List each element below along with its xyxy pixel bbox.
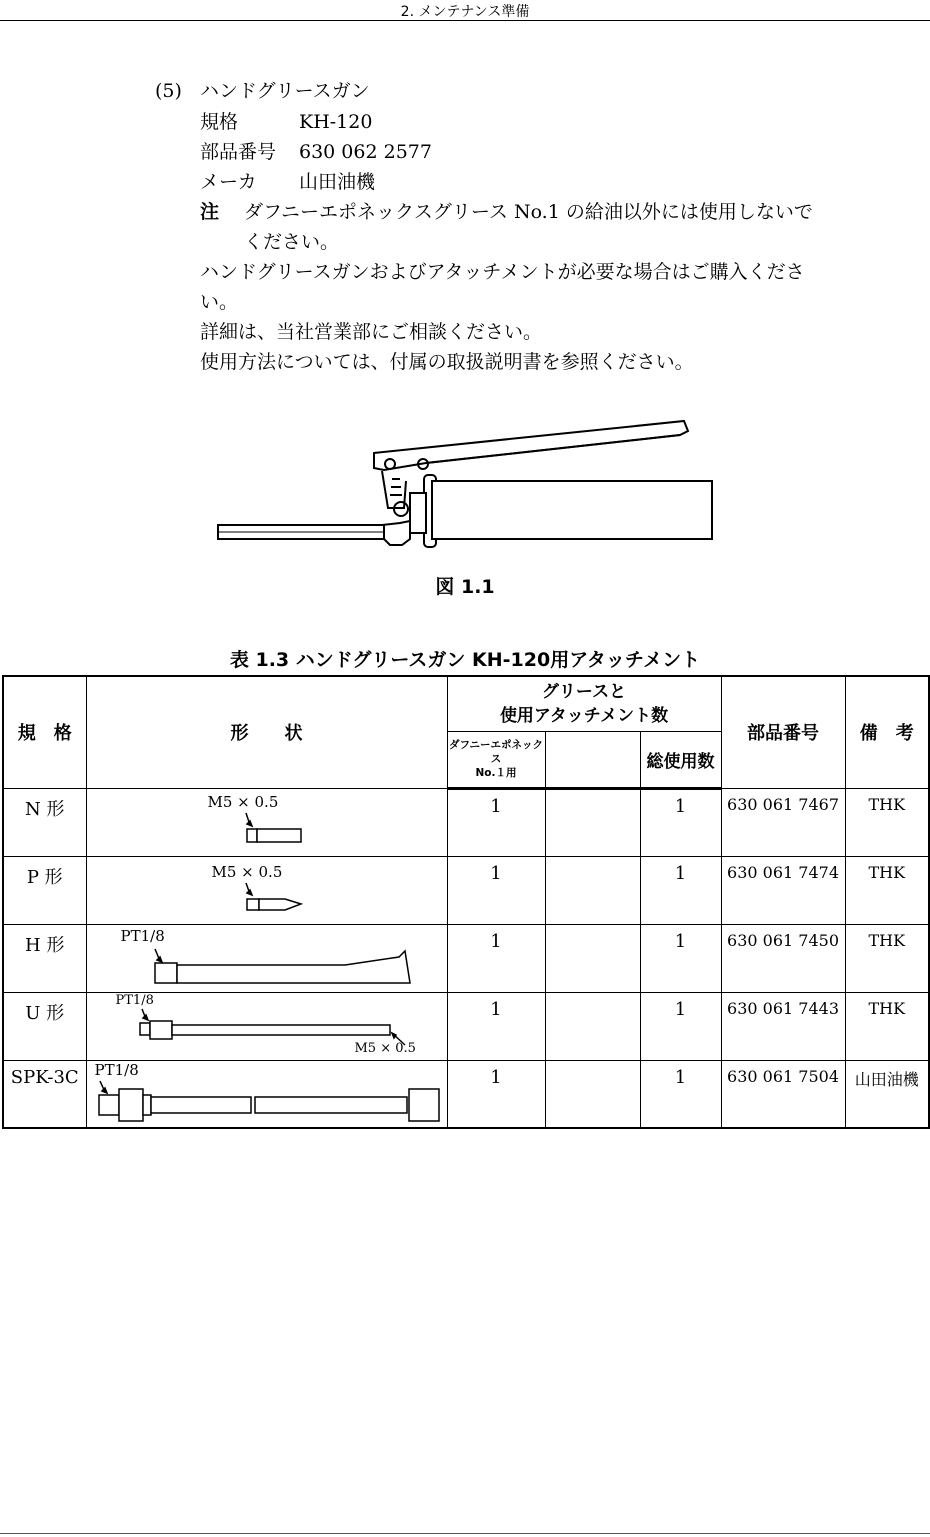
grease-gun-figure	[214, 413, 716, 553]
header-grease-no1	[447, 731, 545, 788]
header-group-line2: 使用アタッチメント数	[499, 705, 669, 726]
table-caption: 表 1.3 ハンドグリースガン KH-120用アタッチメント	[229, 649, 701, 671]
row-qty-blank	[545, 788, 640, 856]
header-group	[447, 676, 721, 731]
row-qty-no1: 1	[447, 992, 545, 1060]
section-heading: ハンドグリースガン	[200, 80, 370, 102]
header-part: 部品番号	[721, 676, 845, 788]
row-shape	[86, 1060, 447, 1128]
row-qty-blank	[545, 856, 640, 924]
attachment-table	[2, 675, 930, 1129]
table-row	[3, 992, 929, 1060]
note-line-1: ダフニーエポネックスグリース No.1 の給油以外には使用しないで	[244, 201, 813, 223]
header-note: 備 考	[845, 676, 929, 788]
header-shape: 形 状	[86, 676, 447, 788]
row-spec: SPK-3C	[3, 1060, 86, 1128]
row-part-number: 630 061 7443	[721, 992, 845, 1060]
row-shape	[86, 992, 447, 1060]
header-total: 総使用数	[640, 731, 721, 788]
part-number-value: 630 062 2577	[299, 141, 432, 163]
row-total: 1	[640, 788, 721, 856]
row-note: THK	[845, 992, 929, 1060]
header-blank	[545, 731, 640, 788]
row-part-number: 630 061 7504	[721, 1060, 845, 1128]
footer-rule	[0, 1533, 930, 1534]
row-qty-blank	[545, 924, 640, 992]
purchase-text-2: い。	[200, 291, 239, 313]
header-title: 2. メンテナンス準備	[400, 4, 530, 20]
table-row	[3, 788, 929, 856]
table-row	[3, 1060, 929, 1128]
row-total: 1	[640, 856, 721, 924]
purchase-text-1: ハンドグリースガンおよびアタッチメントが必要な場合はご購入くださ	[200, 261, 805, 283]
row-shape	[86, 856, 447, 924]
spec-label: 規格	[200, 111, 239, 133]
contact-text: 詳細は、当社営業部にご相談ください。	[200, 321, 543, 343]
row-spec: U 形	[3, 992, 86, 1060]
thread-label: M5 × 0.5	[207, 792, 279, 811]
header-spec: 規 格	[3, 676, 86, 788]
header-grease-no1-line2: No.１用	[475, 767, 517, 779]
header-group-line1: グリースと	[541, 681, 627, 702]
row-total: 1	[640, 992, 721, 1060]
row-qty-blank	[545, 1060, 640, 1128]
row-spec: P 形	[3, 856, 86, 924]
part-number-label: 部品番号	[200, 141, 277, 163]
row-spec: N 形	[3, 788, 86, 856]
row-part-number: 630 061 7467	[721, 788, 845, 856]
table-row	[3, 924, 929, 992]
note-line-2: ください。	[244, 231, 340, 253]
row-shape	[86, 924, 447, 992]
row-total: 1	[640, 924, 721, 992]
row-note: THK	[845, 924, 929, 992]
nipple-n-drawing	[87, 789, 448, 855]
row-note: THK	[845, 788, 929, 856]
row-qty-no1: 1	[447, 1060, 545, 1128]
usage-text: 使用方法については、付属の取扱説明書を参照ください。	[200, 351, 694, 373]
nipple-h-drawing	[87, 925, 448, 991]
header-grease-no1-line1: ダフニーエポネックス	[449, 739, 543, 765]
page-header	[0, 0, 930, 21]
maker-label: メーカ	[200, 171, 257, 193]
row-note: 山田油機	[845, 1060, 929, 1128]
row-shape	[86, 788, 447, 856]
thread-label: PT1/8	[94, 1060, 139, 1079]
row-qty-no1: 1	[447, 924, 545, 992]
row-part-number: 630 061 7474	[721, 856, 845, 924]
nipple-u-drawing	[87, 993, 448, 1059]
row-spec: H 形	[3, 924, 86, 992]
row-qty-no1: 1	[447, 856, 545, 924]
row-note: THK	[845, 856, 929, 924]
nipple-p-drawing	[87, 857, 448, 923]
row-total: 1	[640, 1060, 721, 1128]
thread-label: PT1/8	[120, 926, 165, 945]
section-number: (5)	[155, 80, 182, 102]
table-row	[3, 856, 929, 924]
thread-label: PT1/8	[115, 992, 154, 1008]
thread-label: M5 × 0.5	[211, 862, 283, 881]
spk-3c-drawing	[87, 1061, 448, 1127]
spec-value: KH-120	[299, 111, 373, 133]
row-qty-no1: 1	[447, 788, 545, 856]
row-part-number: 630 061 7450	[721, 924, 845, 992]
row-qty-blank	[545, 992, 640, 1060]
thread-label-tip: M5 × 0.5	[354, 1040, 416, 1056]
figure-caption: 図 1.1	[435, 576, 495, 598]
maker-value: 山田油機	[299, 171, 376, 193]
note-label: 注	[200, 201, 220, 223]
